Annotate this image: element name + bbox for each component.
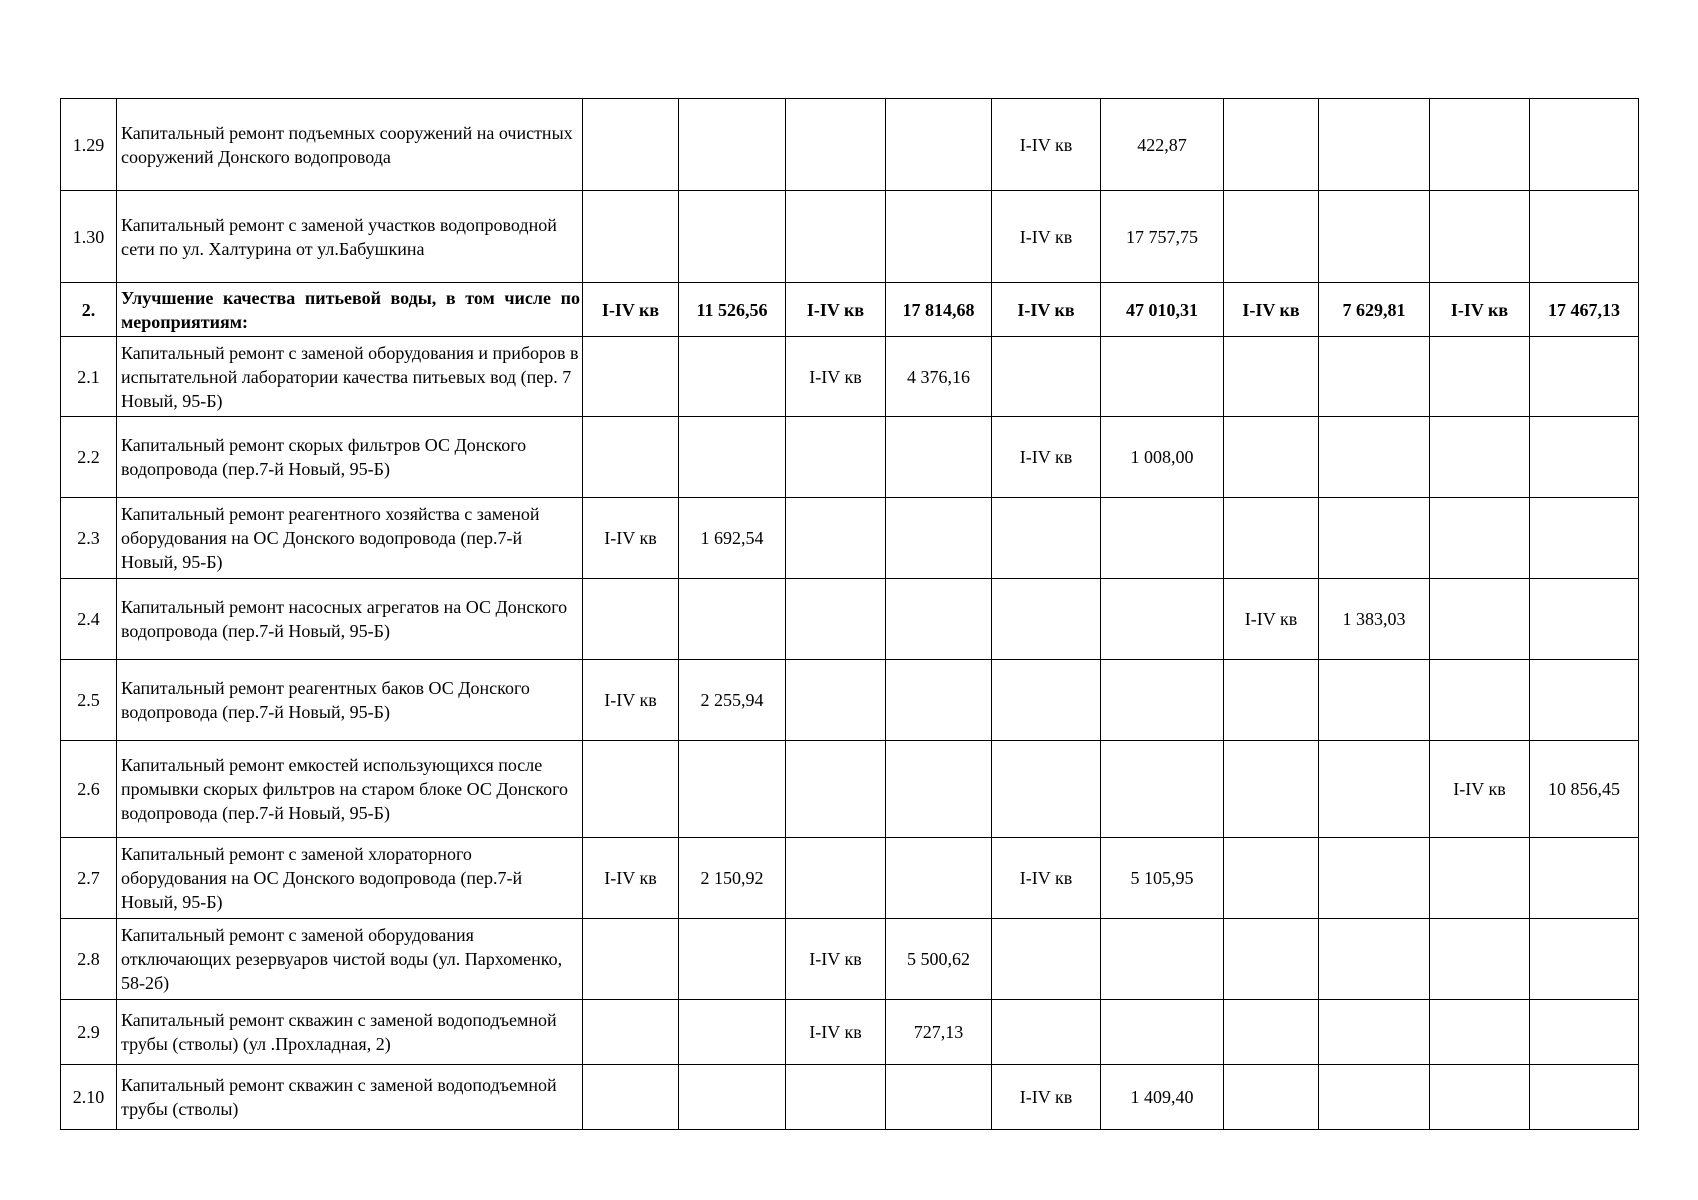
amount-cell (679, 579, 786, 660)
period-cell (786, 99, 886, 191)
amount-cell (1319, 99, 1430, 191)
row-description: Капитальный ремонт с заменой оборудования отключающих резервуаров чистой воды (ул. Пархоменко, 58-2б) (117, 919, 583, 1000)
period-cell (1430, 660, 1530, 741)
table-row (61, 498, 1639, 579)
table-row (61, 1000, 1639, 1065)
amount-cell: 47 010,31 (1101, 283, 1224, 337)
table-row (61, 99, 1639, 191)
period-cell (1224, 838, 1319, 919)
row-number: 2. (61, 283, 117, 337)
amount-cell (1101, 1000, 1224, 1065)
amount-cell (1530, 660, 1639, 741)
row-description: Капитальный ремонт скважин с заменой водоподъемной трубы (стволы) (ул .Прохладная, 2) (117, 1000, 583, 1065)
amount-cell (886, 498, 992, 579)
row-description: Капитальный ремонт скорых фильтров ОС Донского водопровода (пер.7-й Новый, 95-Б) (117, 417, 583, 498)
row-description: Капитальный ремонт с заменой оборудования и приборов в испытательной лаборатории качества питьевых вод (пер. 7 Новый, 95-Б) (117, 337, 583, 417)
period-cell: I-IV кв (1430, 283, 1530, 337)
period-cell: I-IV кв (992, 191, 1101, 283)
amount-cell (886, 417, 992, 498)
row-description: Капитальный ремонт реагентного хозяйства с заменой оборудования на ОС Донского водопровода (пер.7-й Новый, 95-Б) (117, 498, 583, 579)
amount-cell (886, 660, 992, 741)
period-cell (1430, 579, 1530, 660)
row-description: Капитальный ремонт насосных агрегатов на ОС Донского водопровода (пер.7-й Новый, 95-Б) (117, 579, 583, 660)
amount-cell: 10 856,45 (1530, 741, 1639, 838)
amount-cell: 1 409,40 (1101, 1065, 1224, 1130)
works-table (60, 98, 1639, 1130)
row-description: Капитальный ремонт с заменой участков водопроводной сети по ул. Халтурина от ул.Бабушкина (117, 191, 583, 283)
period-cell (583, 337, 679, 417)
amount-cell (679, 99, 786, 191)
period-cell: I-IV кв (786, 283, 886, 337)
amount-cell (1319, 191, 1430, 283)
period-cell (1224, 99, 1319, 191)
period-cell (1224, 1000, 1319, 1065)
table-row (61, 337, 1639, 417)
period-cell (1430, 99, 1530, 191)
period-cell (1224, 498, 1319, 579)
period-cell (583, 1000, 679, 1065)
amount-cell (886, 99, 992, 191)
amount-cell (679, 417, 786, 498)
amount-cell: 1 692,54 (679, 498, 786, 579)
period-cell (992, 579, 1101, 660)
amount-cell: 2 255,94 (679, 660, 786, 741)
period-cell (786, 417, 886, 498)
amount-cell (679, 337, 786, 417)
amount-cell: 727,13 (886, 1000, 992, 1065)
period-cell (786, 741, 886, 838)
period-cell: I-IV кв (786, 919, 886, 1000)
table-row (61, 283, 1639, 337)
period-cell (1224, 741, 1319, 838)
amount-cell (886, 191, 992, 283)
period-cell: I-IV кв (583, 838, 679, 919)
period-cell (992, 337, 1101, 417)
amount-cell (1530, 919, 1639, 1000)
period-cell: I-IV кв (583, 660, 679, 741)
period-cell (1430, 1065, 1530, 1130)
period-cell: I-IV кв (1430, 741, 1530, 838)
table-row (61, 191, 1639, 283)
amount-cell (886, 838, 992, 919)
row-number: 2.8 (61, 919, 117, 1000)
period-cell: I-IV кв (1224, 283, 1319, 337)
period-cell (583, 919, 679, 1000)
amount-cell: 4 376,16 (886, 337, 992, 417)
amount-cell (679, 741, 786, 838)
amount-cell (1530, 1065, 1639, 1130)
period-cell (1224, 660, 1319, 741)
row-number: 2.5 (61, 660, 117, 741)
table-body (61, 99, 1639, 1130)
row-number: 1.30 (61, 191, 117, 283)
amount-cell (1530, 579, 1639, 660)
amount-cell (1319, 919, 1430, 1000)
period-cell (786, 191, 886, 283)
period-cell: I-IV кв (992, 99, 1101, 191)
table-row (61, 660, 1639, 741)
amount-cell: 5 500,62 (886, 919, 992, 1000)
period-cell (583, 1065, 679, 1130)
amount-cell: 5 105,95 (1101, 838, 1224, 919)
period-cell (992, 919, 1101, 1000)
amount-cell: 17 814,68 (886, 283, 992, 337)
amount-cell: 1 008,00 (1101, 417, 1224, 498)
row-number: 2.9 (61, 1000, 117, 1065)
period-cell (1224, 337, 1319, 417)
row-number: 2.1 (61, 337, 117, 417)
amount-cell (1530, 337, 1639, 417)
period-cell: I-IV кв (992, 283, 1101, 337)
table-row (61, 1065, 1639, 1130)
period-cell (1224, 1065, 1319, 1130)
row-number: 2.3 (61, 498, 117, 579)
period-cell: I-IV кв (1224, 579, 1319, 660)
amount-cell (886, 1065, 992, 1130)
amount-cell (1101, 741, 1224, 838)
amount-cell (886, 741, 992, 838)
period-cell: I-IV кв (583, 283, 679, 337)
amount-cell (1319, 838, 1430, 919)
amount-cell (1319, 1065, 1430, 1130)
table-row (61, 838, 1639, 919)
amount-cell (1319, 1000, 1430, 1065)
amount-cell: 11 526,56 (679, 283, 786, 337)
amount-cell (1530, 498, 1639, 579)
period-cell (1224, 919, 1319, 1000)
period-cell: I-IV кв (992, 417, 1101, 498)
period-cell (786, 660, 886, 741)
period-cell (786, 498, 886, 579)
period-cell (1430, 498, 1530, 579)
amount-cell (679, 919, 786, 1000)
period-cell (1224, 417, 1319, 498)
period-cell (1430, 1000, 1530, 1065)
table-row (61, 417, 1639, 498)
row-description: Капитальный ремонт подъемных сооружений на очистных сооружений Донского водопровода (117, 99, 583, 191)
amount-cell (1530, 838, 1639, 919)
row-number: 2.10 (61, 1065, 117, 1130)
period-cell (992, 1000, 1101, 1065)
period-cell: I-IV кв (583, 498, 679, 579)
period-cell: I-IV кв (786, 1000, 886, 1065)
period-cell (583, 579, 679, 660)
amount-cell (1530, 99, 1639, 191)
amount-cell (679, 191, 786, 283)
amount-cell (1101, 660, 1224, 741)
amount-cell (679, 1000, 786, 1065)
amount-cell (1319, 741, 1430, 838)
period-cell (583, 417, 679, 498)
amount-cell (1101, 337, 1224, 417)
amount-cell (1530, 1000, 1639, 1065)
amount-cell (679, 1065, 786, 1130)
row-number: 2.7 (61, 838, 117, 919)
row-description: Капитальный ремонт емкостей использующихся после промывки скорых фильтров на старом блоке ОС Донского водопровода (пер.7-й Новый, 95-Б) (117, 741, 583, 838)
period-cell: I-IV кв (786, 337, 886, 417)
row-number: 2.6 (61, 741, 117, 838)
amount-cell (1101, 579, 1224, 660)
period-cell (786, 1065, 886, 1130)
period-cell (786, 838, 886, 919)
amount-cell: 2 150,92 (679, 838, 786, 919)
row-number: 2.4 (61, 579, 117, 660)
amount-cell (1530, 417, 1639, 498)
amount-cell (1530, 191, 1639, 283)
amount-cell (1319, 660, 1430, 741)
table-row (61, 579, 1639, 660)
row-number: 1.29 (61, 99, 117, 191)
amount-cell (1319, 498, 1430, 579)
row-description: Капитальный ремонт скважин с заменой водоподъемной трубы (стволы) (117, 1065, 583, 1130)
period-cell (1430, 337, 1530, 417)
amount-cell: 7 629,81 (1319, 283, 1430, 337)
period-cell (992, 660, 1101, 741)
period-cell (583, 741, 679, 838)
period-cell (992, 498, 1101, 579)
row-description: Капитальный ремонт с заменой хлораторного оборудования на ОС Донского водопровода (пер.7-й Новый, 95-Б) (117, 838, 583, 919)
amount-cell: 17 757,75 (1101, 191, 1224, 283)
period-cell: I-IV кв (992, 1065, 1101, 1130)
amount-cell (1101, 919, 1224, 1000)
table-row (61, 919, 1639, 1000)
amount-cell: 17 467,13 (1530, 283, 1639, 337)
period-cell (583, 99, 679, 191)
row-description: Капитальный ремонт реагентных баков ОС Донского водопровода (пер.7-й Новый, 95-Б) (117, 660, 583, 741)
period-cell: I-IV кв (992, 838, 1101, 919)
amount-cell (1319, 417, 1430, 498)
amount-cell: 422,87 (1101, 99, 1224, 191)
period-cell (992, 741, 1101, 838)
period-cell (1430, 838, 1530, 919)
period-cell (1430, 191, 1530, 283)
period-cell (1430, 919, 1530, 1000)
row-description: Улучшение качества питьевой воды, в том числе по мероприятиям: (117, 283, 583, 337)
amount-cell (886, 579, 992, 660)
amount-cell (1319, 337, 1430, 417)
amount-cell (1101, 498, 1224, 579)
period-cell (1430, 417, 1530, 498)
table-row (61, 741, 1639, 838)
period-cell (786, 579, 886, 660)
period-cell (1224, 191, 1319, 283)
period-cell (583, 191, 679, 283)
row-number: 2.2 (61, 417, 117, 498)
amount-cell: 1 383,03 (1319, 579, 1430, 660)
